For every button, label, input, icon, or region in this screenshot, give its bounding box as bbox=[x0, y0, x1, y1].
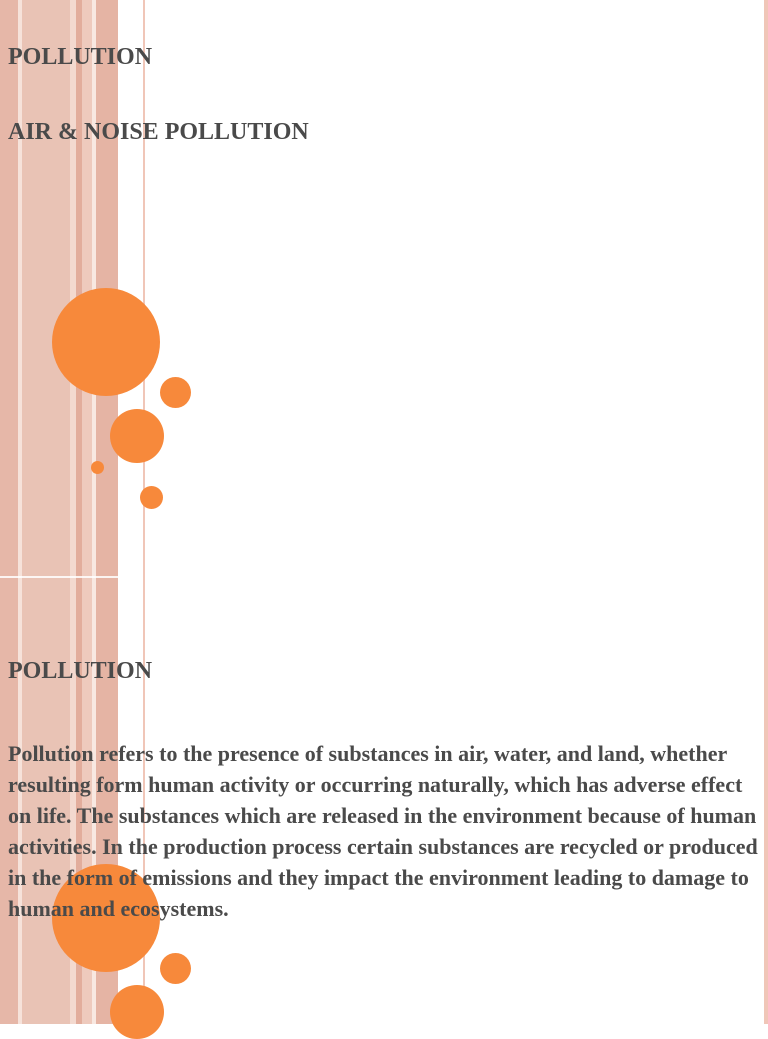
decorative-circle bbox=[52, 288, 160, 396]
slide2-title: POLLUTION bbox=[8, 658, 153, 684]
slide2-body: Pollution refers to the presence of substances in air, water, and land, whether resulting form human activity or occurring naturally, which has adverse effect on life. The substances which are released in the environment because of human activities. In the production process certain substances are recycled or produced in the form of emissions and they impact the environment leading to damage to human and ecosystems. bbox=[8, 741, 758, 921]
decorative-circle bbox=[160, 953, 191, 984]
decorative-circle bbox=[110, 985, 164, 1039]
stripe-line bbox=[764, 0, 768, 1024]
decorative-circle bbox=[160, 377, 191, 408]
slide1-subtitle: AIR & NOISE POLLUTION bbox=[8, 119, 309, 145]
decorative-circle bbox=[91, 461, 104, 474]
slide1-title: POLLUTION bbox=[8, 44, 153, 70]
slide-divider bbox=[0, 576, 118, 578]
decorative-circle bbox=[140, 486, 163, 509]
decorative-circle bbox=[110, 409, 164, 463]
